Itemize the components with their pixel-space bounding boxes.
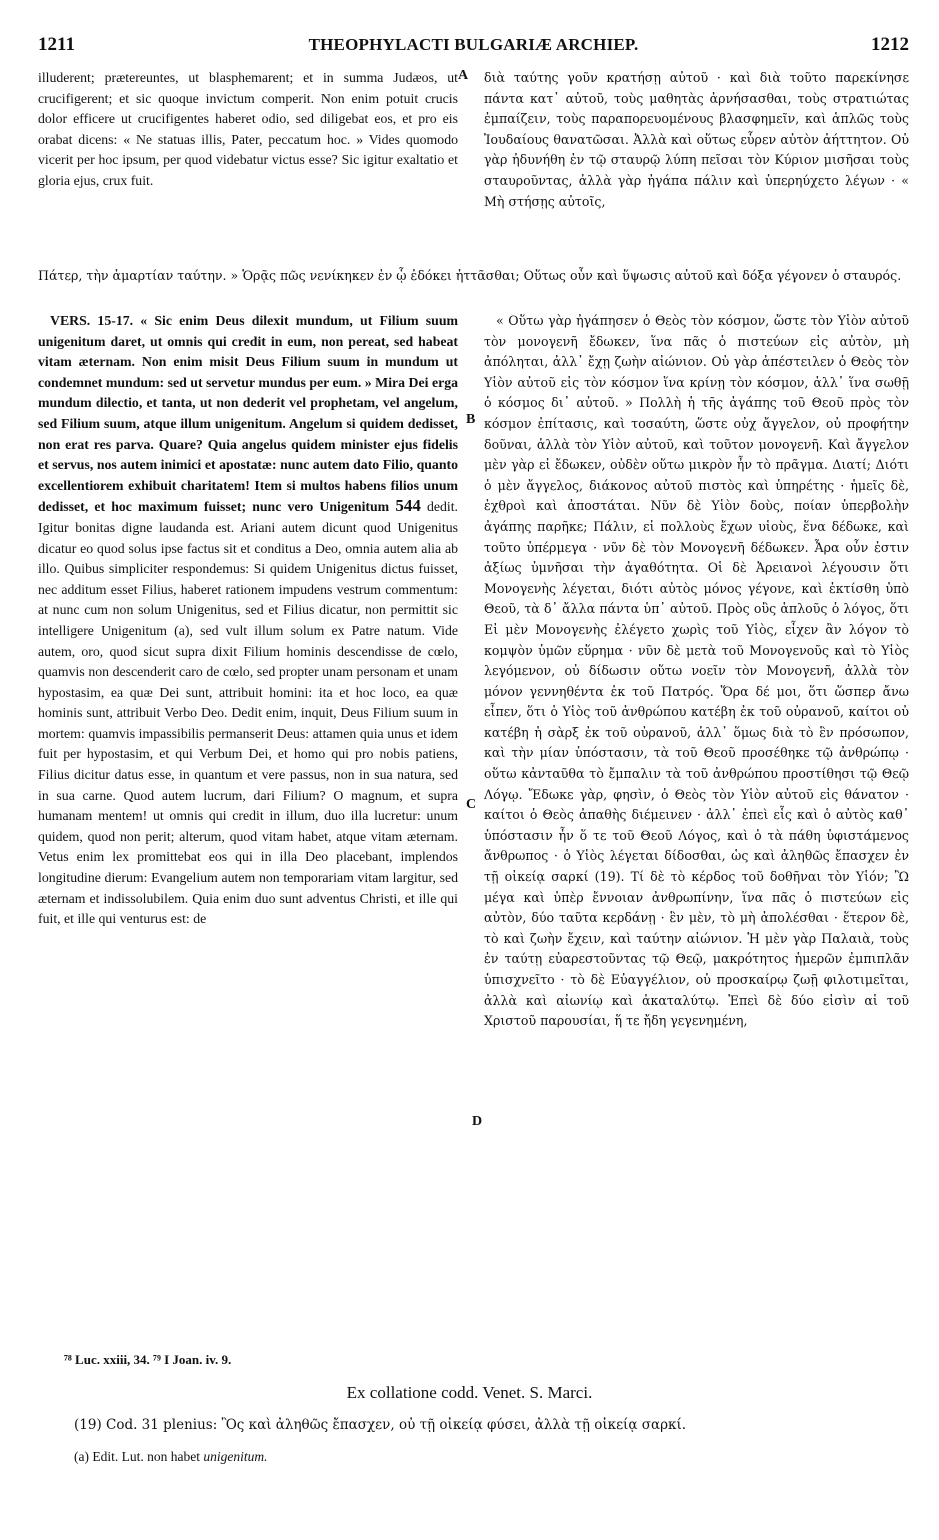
greek-paragraph-1: διὰ ταύτης γοῦν κρατήσῃ αὐτοῦ · καὶ διὰ τοῦτο παρεκίνησε πάντα κατ᾽ αὐτοῦ, τοὺς μαθητὰς ἀρνήσασθαι, τοὺς στρατιώτας ἐμπαίζειν, τοὺς παραπορευομένους βλασφημεῖν, καὶ ἁπλῶς τοὺς Ἰουδαίους θανατῶσαι. Ἀλλὰ καὶ οὕτως εὗρεν αὐτὸν ἀήττητον. Οὐ γὰρ ἠδυνήθη ἐν τῷ σταυρῷ λύπη πεῖσαι τὸν Κύριον μισῆσαι τοὺς σταυροῦντας, ἀλλὰ γὰρ ἠγάπα πάλιν καὶ ὑπερηύχετο λέγων · « Μὴ στήσῃς αὐτοῖς, [484, 70, 909, 209]
editorial-note-a [74, 1449, 267, 1465]
margin-marker-d: D [472, 1114, 483, 1129]
margin-marker-b: B [466, 412, 476, 427]
scripture-footnotes: ⁷⁸ Luc. xxiii, 34. ⁷⁹ I Joan. iv. 9. [64, 1352, 232, 1367]
latin-paragraph-2-tail: dedit. Igitur bonitas digne laudanda est. Ariani autem dicunt quod Unigenitus dicatur eo quod solus ipse factus sit et conditus a Deo, omnia autem alia ab illo. Quibus simpliciter respondemus: Si quidem Unigenitus dictus fuisset, nec additum esset Filius, haberet rationem impudens vestrum commentum: at nunc cum non solum Unigenitus, sed et Filius dicatur, non permittit sic intelligere Unigenitum (a), sed vult illum solum ex Patre natum. Vide autem, oro, quod sicut supra dixit Filium hominis descendisse de cœlo, quamvis non descenderit caro de cœlo, sed propter unam personam et unam hypostasim, ea quæ Dei sunt, attribuit homini: ita et hoc loco, ea quæ hominis sunt, attribuit Verbo Deo. Dedit enim, inquit, Deus Filium suum in mortem: quamvis impassibilis permanserit Deus: attamen quia unus et idem fuit per hypostasim, et qui Verbum Dei, et homo qui pro nobis patiens, Filius dicitur datus esse, in quantum et vere passus, non in sua natura, sed in sua carne. Quod autem lucrum, dari Filium? O magnum, et supra humanam mentem! ut omnis qui credit in illum, duo illa lucretur: unum quidem, quod non perit; alterum, quod vitam habet, atque vitam æternam. Vetus enim lex promittebat eos qui in illa Deo placebant, implendos longitudine dierum: Evangelium autem non temporariam vitam largitur, sed æternam et indissolubilem. Quia enim duo sunt adventus Christi, et ille qui fuit, et ille qui venturus est: de [38, 499, 459, 927]
collation-title: Ex collatione codd. Venet. S. Marci. [346, 1383, 593, 1402]
page-number-left: 1211 [38, 34, 75, 55]
editorial-note-a-word: unigenitum. [203, 1449, 268, 1464]
collation-note-19: (19) Cod. 31 plenius: Ὃς καὶ ἀληθῶς ἔπασχεν, οὐ τῇ οἰκείᾳ φύσει, ἀλλὰ τῇ οἰκείᾳ σαρκί. [74, 1417, 687, 1433]
latin-paragraph-1: illuderent; prætereuntes, ut blasphemarent; et in summa Judæos, ut crucifigerent; et sic quoque invictum comperit. Non enim potuit crucis dolor efficere ut crucifigentes haberet odio, sed diligebat eos, et pro eis orabat dicens: « Ne statuas illis, Pater, peccatum hoc. » Vides quomodo vicerit per hoc ipsum, per quod videbatur victus esse? Sic igitur exaltatio et gloria ejus, crux fuit. [38, 70, 458, 188]
page-header [38, 34, 909, 64]
latin-column-main [38, 311, 458, 930]
verse-label: VERS. 15-17. [50, 313, 134, 328]
latin-column-top [38, 68, 458, 192]
margin-marker-c: C [466, 797, 477, 812]
greek-column-top [484, 68, 909, 212]
margin-marker-a: A [458, 68, 469, 83]
column-number: 544 [395, 496, 421, 516]
greek-column-main [484, 311, 909, 1032]
latin-paragraph-2-bold: « Sic enim Deus dilexit mundum, ut Filium suum unigenitum daret, ut omnis qui credit in eum, non pereat, sed habeat vitam æternam. Non enim misit Deus Filium suum in mundum ut condemnet mundum: sed ut servetur mundus per eum. » Mira Dei erga mundum dilectio, et tanta, ut non dederit vel prophetam, vel angelum, sed Filium suum, atque illum unigenitum. Angelum si quidem dedisset, non erat res parva. Quare? Quia angelus quidem minister ejus fidelis et servus, nos autem inimici et apostatæ: nunc autem dato Filio, quanto excellentiorem exhibuit charitatem! Item si multos habens filios unum dedisset, et hoc maximum fuisset; nunc vero Unigenitum [38, 313, 458, 515]
greek-paragraph-2: « Οὕτω γὰρ ἠγάπησεν ὁ Θεὸς τὸν κόσμον, ὥστε τὸν Υἱὸν αὐτοῦ τὸν μονογενῆ ἔδωκεν, ἵνα πᾶς ὁ πιστεύων εἰς αὐτὸν, μὴ ἀπόληται, ἀλλ᾽ ἔχῃ ζωὴν αἰώνιον. Οὐ γὰρ ἀπέστειλεν ὁ Θεὸς τὸν Υἱὸν αὐτοῦ εἰς τὸν κόσμον ἵνα κρίνῃ τὸν κόσμον, ἀλλ᾽ ἵνα σωθῇ ὁ κόσμος δι᾽ αὐτοῦ. » Πολλὴ ἡ τῆς ἀγάπης τοῦ Θεοῦ πρὸς τὸν κόσμον ἐπίτασις, καὶ τοσαύτη, ὥστε οὐχ ἄγγελον, οὐ προφήτην δοῦναι, ἀλλὰ τὸν Υἱὸν αὐτοῦ, καὶ τοῦτον μονογενῆ. Καὶ ἄγγελον μὲν γὰρ εἰ ἔδωκεν, οὐδὲν οὕτω μικρὸν ἦν τὸ πρᾶγμα. Διατί; Διότι ὁ μὲν ἄγγελος, διάκονος αὐτοῦ πιστὸς καὶ ὑπηρέτης · ἡμεῖς δὲ, ἐχθροὶ καὶ ἀποστάται. Νῦν δὲ Υἱὸν δοὺς, ποίαν ὑπερβολὴν ἀγάπης παρῆκε; Πάλιν, εἰ πολλοὺς ἔχων υἱοὺς, ἕνα δέδωκε, καὶ τοῦτο ὑπέρμεγα · νῦν δὲ τὸν Μονογενῆ δέδωκεν. Ἆρα οὖν ἐστιν ἀξίως ὑμνῆσαι τὴν ἀγαθότητα. Οἱ δὲ Ἀρειανοὶ λέγουσιν ὅτι Μονογενὴς λέγεται, διότι αὐτὸς μόνος γέγονε, καὶ ἐκτίσθη ὑπὸ Θεοῦ, τὰ δ᾽ ἄλλα πάντα ὑπ᾽ αὐτοῦ. Πρὸς οὓς ἁπλοῦς ὁ λόγος, ὅτι Εἰ μὲν Μονογενὴς ἐλέγετο χωρὶς τοῦ Υἱὸς, εἶχεν ἂν λόγον τὸ κομψὸν ὑμῶν εὕρημα · νῦν δὲ μετὰ τοῦ Μονογενοῦς καὶ τὸ Υἱὸς λεγόμενον, οὐ δίδωσιν οὕτω νοεῖν τὸν Μονογενῆ, ἀλλὰ τὸν μόνον γεννηθέντα ἐκ τοῦ Πατρός. Ὅρα δέ μοι, ὅτι ὥσπερ ἄνω εἶπεν, ὅτι ὁ Υἱὸς τοῦ ἀνθρώπου κατέβη ἐκ τοῦ οὐρανοῦ, καίτοι οὐ κατέβη ἡ σὰρξ ἐκ τοῦ οὐρανοῦ, ἀλλ᾽ ὅμως διὰ τὸ ἓν πρόσωπον, καὶ τὴν μίαν ὑπόστασιν, τὰ τοῦ Θεοῦ προσέθηκε τῷ ἀνθρώπῳ · οὕτω κἀνταῦθα τὸ ἔμπαλιν τὰ τοῦ ἀνθρώπου προστίθησι τῷ Θεῷ Λόγῳ. Ἔδωκε γὰρ, φησὶν, ὁ Θεὸς τὸν Υἱὸν αὐτοῦ εἰς θάνατον · καίτοι ὁ Θεὸς ἀπαθὴς διέμεινεν · ἀλλ᾽ ἐπεὶ εἷς καὶ ὁ αὐτὸς καθ᾽ ὑπόστασιν ἦν ὅ τε τοῦ Θεοῦ Λόγος, καὶ ὁ τὰ πάθη ὑφιστάμενος ἄνθρωπος · ὁ Υἱὸς λέγεται δίδοσθαι, ὡς καὶ ἀληθῶς ἔπασχεν ἐν τῇ οἰκείᾳ σαρκί (19). Τί δὲ τὸ κέρδος τοῦ δοθῆναι τὸν Υἱόν; Ὢ μέγα καὶ ὑπὲρ ἔννοιαν ἀνθρωπίνην, ἵνα πᾶς ὁ πιστεύων εἰς αὐτὸν, δύο ταῦτα κερδάνῃ · ἓν μὲν, τὸ μὴ ἀπολέσθαι · ἕτερον δὲ, τὸ καὶ ζωὴν ἔχειν, καὶ ταύτην αἰώνιον. Ἡ μὲν γὰρ Παλαιὰ, τοὺς ἐν ταύτῃ εὐαρεστοῦντας τῷ Θεῷ, μακρότητος ἡμερῶν ἐμπιπλᾶν ὑπισχνεῖτο · τὸ δὲ Εὐαγγέλιον, οὐ προσκαίρῳ ζωῇ φιλοτιμεῖται, ἀλλὰ καὶ αἰωνίῳ καὶ ἀκαταλύτῳ. Ἐπεὶ δὲ δύο εἰσὶν αἱ τοῦ Χριστοῦ παρουσίαι, ἥ τε ἤδη γεγενημένη, [484, 313, 909, 1029]
greek-spanning-line: Πάτερ, τὴν ἁμαρτίαν ταύτην. » Ὁρᾷς πῶς νενίκηκεν ἐν ᾧ ἐδόκει ἡττᾶσθαι; Οὕτως οὖν καὶ ὕψωσις αὐτοῦ καὶ δόξα γέγονεν ὁ σταυρός. [38, 268, 902, 283]
page-number-right: 1212 [871, 34, 909, 55]
latin-paragraph-2 [38, 311, 458, 930]
editorial-note-a-text: (a) Edit. Lut. non habet [74, 1449, 200, 1464]
running-title: THEOPHYLACTI BULGARIÆ ARCHIEP. [308, 35, 639, 54]
